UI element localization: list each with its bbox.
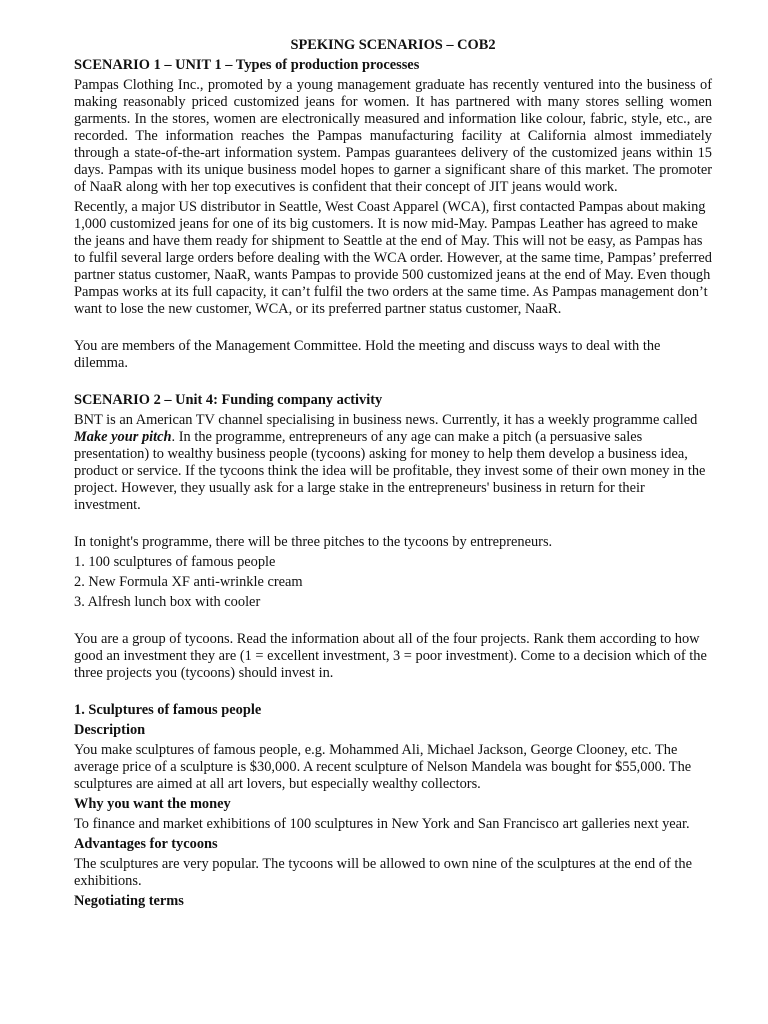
- project1-heading: 1. Sculptures of famous people: [74, 702, 262, 718]
- spacer: [74, 517, 712, 534]
- scenario1-heading: SCENARIO 1 – UNIT 1 – Types of production processes: [74, 57, 420, 73]
- scenario2-intro-start: BNT is an American TV channel specialising in business news. Currently, it has a weekly programme called: [74, 412, 698, 428]
- pitch-list-item: 1. 100 sculptures of famous people: [74, 554, 276, 570]
- advantages-heading: Advantages for tycoons: [74, 836, 218, 852]
- description-heading: Description: [74, 722, 146, 738]
- why-money-text: To finance and market exhibitions of 100 sculptures in New York and San Francisco art galleries next year.: [74, 816, 690, 832]
- why-money-heading: Why you want the money: [74, 796, 231, 812]
- scenario2-task: You are a group of tycoons. Read the information about all of the four projects. Rank them according to how good an investment they are (1 = excellent investment, 3 = poor investment). Come to a decision which of the three projects you (tycoons) should invest in.: [74, 631, 707, 681]
- scenario2-tonight: In tonight's programme, there will be three pitches to the tycoons by entrepreneurs.: [74, 534, 553, 550]
- negotiating-terms-heading: Negotiating terms: [74, 893, 184, 909]
- advantages-text: The sculptures are very popular. The tycoons will be allowed to own nine of the sculptures at the end of the exhibitions.: [74, 856, 692, 889]
- pitch-list-item: 3. Alfresh lunch box with cooler: [74, 594, 261, 610]
- spacer: [74, 614, 712, 631]
- spacer: [74, 321, 712, 338]
- scenario2-intro-end: . In the programme, entrepreneurs of any age can make a pitch (a persuasive sales presentation) to wealthy business people (tycoons) asking for money to help them develop a business idea, product or service. If the tycoons think the idea will be profitable, they invest some of their own money in the project. However, they usually ask for a large stake in the entrepreneurs' business in return for their investment.: [74, 429, 706, 513]
- scenario1-task: You are members of the Management Committee. Hold the meeting and discuss ways to deal with the dilemma.: [74, 338, 661, 371]
- scenario1-paragraph-2: Recently, a major US distributor in Seattle, West Coast Apparel (WCA), first contacted Pampas about making 1,000 customized jeans for one of its big customers. It is now mid-May. Pampas Leather has agreed to make the jeans and have them ready for shipment to Seattle at the end of May. This will not be easy, as Pampas has to fulfil several large orders before dealing with the WCA order. However, at the same time, Pampas’ preferred partner status customer, NaaR, wants Pampas to provide 500 customized jeans at the end of May. Even though Pampas works at its full capacity, it can’t fulfil the two orders at the same time. As Pampas management don’t want to lose the new customer, WCA, or its preferred partner status customer, NaaR.: [74, 199, 712, 317]
- scenario1-paragraph-1: Pampas Clothing Inc., promoted by a young management graduate has recently ventured into the business of making reasonably priced customized jeans for women. It has partnered with many stores selling women garments. In the stores, women are electronically measured and information like colour, fabric, style, etc., are recorded. The information reaches the Pampas manufacturing facility at California almost immediately through a state-of-the-art information system. Pampas guarantees delivery of the customized jeans within 15 days. Pampas with its unique business model hopes to garner a significant share of this market. The promoter of NaaR along with her top executives is confident that their concept of JIT jeans would work.: [74, 77, 712, 195]
- spacer: [74, 375, 712, 392]
- description-text: You make sculptures of famous people, e.g. Mohammed Ali, Michael Jackson, George Clooney, etc. The average price of a sculpture is $30,000. A recent sculpture of Nelson Mandela was bought for $55,000. The sculptures are aimed at all art lovers, but especially wealthy collectors.: [74, 742, 692, 792]
- scenario2-heading: SCENARIO 2 – Unit 4: Funding company activity: [74, 392, 383, 408]
- spacer: [74, 685, 712, 702]
- programme-name: Make your pitch: [74, 429, 172, 445]
- pitch-list-item: 2. New Formula XF anti-wrinkle cream: [74, 574, 303, 590]
- document-title: SPEKING SCENARIOS – COB2: [290, 37, 496, 53]
- scenario2-intro: [74, 412, 712, 514]
